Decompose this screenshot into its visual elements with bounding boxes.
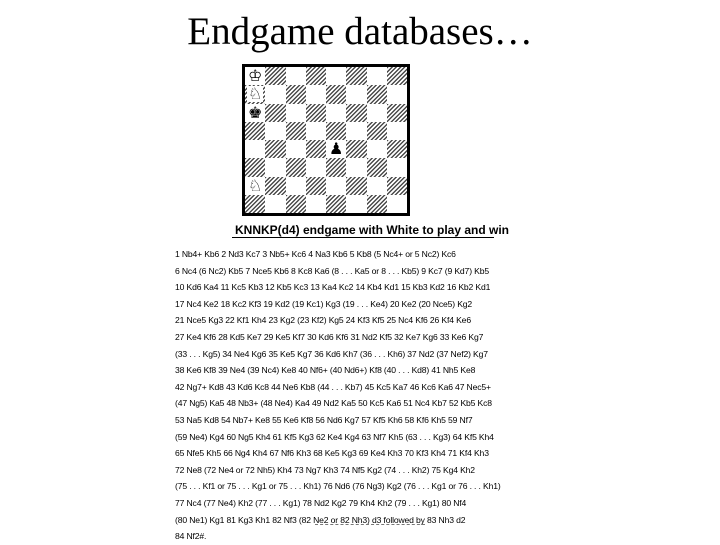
- board-square: [367, 177, 387, 195]
- board-square: [346, 122, 366, 140]
- move-line: 77 Nc4 (77 Ne4) Kh2 (77 . . . Kg1) 78 Nd2 Kg2 79 Kh4 Kh2 (79 . . . Kg1) 80 Nf4: [175, 497, 467, 508]
- board-square: [265, 85, 285, 103]
- board-square: [306, 177, 326, 195]
- board-square: [245, 67, 265, 85]
- board-square: [346, 195, 366, 213]
- move-line: (75 . . . Kf1 or 75 . . . Kg1 or 75 . . . Kh1) 76 Nd6 (76 Ng3) Kg2 (76 . . . Kg1 or 76 . . . Kh1): [175, 481, 501, 492]
- board-square: [387, 158, 407, 176]
- black-king-icon: ♚: [247, 102, 263, 122]
- move-line: 21 Nce5 Kg3 22 Kf1 Kh4 23 Kg2 (23 Kf2) Kg5 24 Kf3 Kf5 25 Nc4 Kf6 26 Kf4 Ke6: [175, 315, 471, 326]
- board-square: [245, 140, 265, 158]
- board-square: [265, 158, 285, 176]
- board-square: [367, 104, 387, 122]
- slide-title: Endgame databases…: [187, 10, 533, 53]
- board-square: [326, 177, 346, 195]
- board-square: [346, 104, 366, 122]
- move-list: [175, 246, 570, 545]
- board-square: [245, 195, 265, 213]
- board-square: [245, 104, 265, 122]
- board-square: [346, 177, 366, 195]
- board-square: [326, 195, 346, 213]
- board-square: [265, 104, 285, 122]
- board-square: [265, 195, 285, 213]
- board-square: [367, 85, 387, 103]
- board-square: [306, 158, 326, 176]
- chess-board: [242, 64, 410, 216]
- board-square: [245, 122, 265, 140]
- white-knight-icon: ♘: [247, 175, 263, 195]
- move-line: 10 Kd6 Ka4 11 Kc5 Kb3 12 Kb5 Kc3 13 Ka4 Kc2 14 Kb4 Kd1 15 Kb3 Kd2 16 Kb2 Kd1: [175, 282, 491, 293]
- move-line: 53 Na5 Kd8 54 Nb7+ Ke8 55 Ke6 Kf8 56 Nd6 Kg7 57 Kf5 Kh6 58 Kf6 Kh5 59 Nf7: [175, 414, 473, 425]
- board-square: [306, 104, 326, 122]
- board-square: [286, 177, 306, 195]
- board-square: [286, 122, 306, 140]
- board-square: [387, 85, 407, 103]
- move-line: (80 Ne1) Kg1 81 Kg3 Kh1 82 Nf3 (82 Ne2 or 82 Nh3) d3 followed by 83 Nh3 d2: [175, 514, 466, 525]
- caption-divider: [232, 237, 494, 238]
- board-square: [326, 85, 346, 103]
- board-square: [245, 85, 265, 103]
- move-line: 6 Nc4 (6 Nc2) Kb5 7 Nce5 Kb6 8 Kc8 Ka6 (8 . . . Ka5 or 8 . . . Kb5) 9 Kc7 (9 Kd7) Kb5: [175, 265, 489, 276]
- move-line: 42 Ng7+ Kd8 43 Kd6 Kc8 44 Ne6 Kb8 (44 . . . Kb7) 45 Kc5 Ka7 46 Kc6 Ka6 47 Nec5+: [175, 381, 491, 392]
- bottom-divider: [315, 524, 425, 526]
- board-square: [346, 140, 366, 158]
- board-square: [306, 67, 326, 85]
- move-line: 84 Nf2#.: [175, 531, 207, 542]
- board-square: [326, 140, 346, 158]
- board-square: [346, 158, 366, 176]
- board-square: [387, 104, 407, 122]
- board-square: [326, 158, 346, 176]
- board-square: [367, 122, 387, 140]
- move-line: (59 Ne4) Kg4 60 Ng5 Kh4 61 Kf5 Kg3 62 Ke4 Kg4 63 Nf7 Kh5 (63 . . . Kg3) 64 Kf5 Kh4: [175, 431, 494, 442]
- board-square: [387, 177, 407, 195]
- move-line: 38 Ke6 Kf8 39 Ne4 (39 Nc4) Ke8 40 Nf6+ (40 Nd6+) Kf8 (40 . . . Kd8) 41 Nh5 Ke8: [175, 365, 476, 376]
- board-square: [306, 195, 326, 213]
- board-square: [286, 140, 306, 158]
- board-square: [367, 67, 387, 85]
- board-square: [286, 104, 306, 122]
- figure-caption: KNNKP(d4) endgame with White to play and win: [235, 223, 510, 237]
- board-square: [387, 122, 407, 140]
- board-square: [286, 85, 306, 103]
- black-pawn-icon: ♟: [328, 139, 344, 159]
- board-square: [286, 158, 306, 176]
- move-line: 27 Ke4 Kf6 28 Kd5 Ke7 29 Ke5 Kf7 30 Kd6 Kf6 31 Nd2 Kf5 32 Ke7 Kg6 33 Ke6 Kg7: [175, 331, 484, 342]
- board-square: [306, 122, 326, 140]
- board-square: [245, 177, 265, 195]
- board-square: [286, 195, 306, 213]
- move-line: (47 Ng5) Ka5 48 Nb3+ (48 Ne4) Ka4 49 Nd2 Ka5 50 Kc5 Ka6 51 Nc4 Kb7 52 Kb5 Kc8: [175, 398, 492, 409]
- board-square: [306, 140, 326, 158]
- board-square: [326, 122, 346, 140]
- board-square: [326, 104, 346, 122]
- move-line: 1 Nb4+ Kb6 2 Nd3 Kc7 3 Nb5+ Kc6 4 Na3 Kb6 5 Kb8 (5 Nc4+ or 5 Nc2) Kc6: [175, 249, 456, 259]
- board-square: [387, 67, 407, 85]
- white-king-icon: ♔: [247, 66, 263, 86]
- board-square: [265, 177, 285, 195]
- board-square: [367, 195, 387, 213]
- board-square: [387, 140, 407, 158]
- move-line: 17 Nc4 Ke2 18 Kc2 Kf3 19 Kd2 (19 Kc1) Kg3 (19 . . . Ke4) 20 Ke2 (20 Nce5) Kg2: [175, 298, 473, 309]
- move-line: 65 Nfe5 Kh5 66 Ng4 Kh4 67 Nf6 Kh3 68 Ke5 Kg3 69 Ke4 Kh3 70 Kf3 Kh4 71 Kf4 Kh3: [175, 448, 489, 459]
- board-square: [265, 140, 285, 158]
- board-square: [326, 67, 346, 85]
- board-square: [346, 67, 366, 85]
- board-square: [387, 195, 407, 213]
- move-line: 72 Ne8 (72 Ne4 or 72 Nh5) Kh4 73 Ng7 Kh3 74 Nf5 Kg2 (74 . . . Kh2) 75 Kg4 Kh2: [175, 464, 475, 475]
- board-square: [286, 67, 306, 85]
- board-square: [265, 122, 285, 140]
- move-line: (33 . . . Kg5) 34 Ne4 Kg6 35 Ke5 Kg7 36 Kd6 Kh7 (36 . . . Kh6) 37 Nd2 (37 Nef2) Kg7: [175, 348, 488, 359]
- white-knight-icon: ♘: [247, 84, 263, 104]
- board-square: [306, 85, 326, 103]
- board-square: [367, 158, 387, 176]
- board-square: [367, 140, 387, 158]
- board-square: [245, 158, 265, 176]
- board-square: [265, 67, 285, 85]
- board-square: [346, 85, 366, 103]
